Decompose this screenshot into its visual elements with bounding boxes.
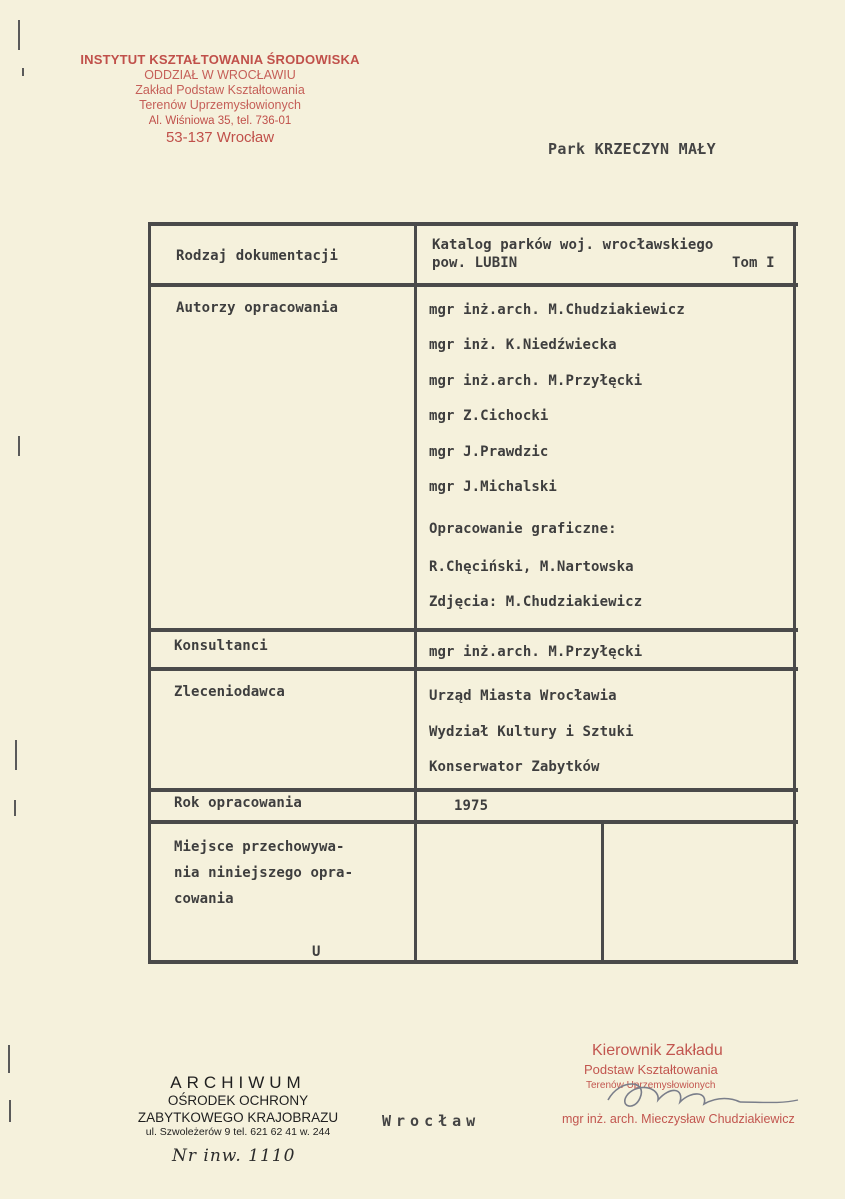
author-line: mgr inż.arch. M.Przyłęcki	[429, 373, 643, 389]
row-value: 1975	[454, 798, 489, 814]
archive-line: OŚRODEK OCHRONY	[167, 1093, 309, 1109]
row-label: nia niniejszego opra-	[174, 865, 354, 881]
author-line: mgr Z.Cichocki	[429, 408, 549, 424]
handwritten-signature	[600, 1072, 810, 1122]
margin-mark	[9, 1100, 11, 1122]
city-name: Wrocław	[382, 1112, 481, 1130]
stamp-line: Al. Wiśniowa 35, tel. 736-01	[148, 114, 292, 127]
row-value: Konserwator Zabytków	[429, 759, 600, 775]
stamp-line: 53-137 Wrocław	[165, 128, 275, 146]
archive-line: ARCHIWUM	[170, 1073, 306, 1092]
margin-mark	[15, 740, 17, 770]
stamp-line: Podstaw Kształtowania	[584, 1062, 718, 1077]
row-footnote: U	[312, 944, 321, 960]
table-rule	[148, 222, 151, 964]
margin-mark	[18, 20, 20, 50]
archive-line: ZABYTKOWEGO KRAJOBRAZU	[137, 1109, 339, 1125]
stamp-line: mgr inż. arch. Mieczysław Chudziakiewicz	[562, 1112, 795, 1126]
institute-stamp	[70, 52, 370, 147]
author-line: mgr inż. K.Niedźwiecka	[429, 337, 617, 353]
table-rule	[148, 820, 798, 824]
table-rule	[414, 222, 417, 964]
stamp-line: ODDZIAŁ W WROCŁAWIU	[144, 67, 296, 82]
table-rule	[148, 628, 798, 632]
author-line: R.Chęciński, M.Nartowska	[429, 559, 634, 575]
table-rule	[601, 820, 604, 964]
row-value: Wydział Kultury i Sztuki	[429, 724, 634, 740]
table-rule	[148, 283, 798, 287]
table-rule	[793, 222, 796, 964]
row-label: cowania	[174, 891, 234, 907]
margin-mark	[18, 436, 20, 456]
stamp-line: Zakład Podstaw Kształtowania	[135, 83, 305, 98]
author-line: mgr inż.arch. M.Chudziakiewicz	[429, 302, 685, 318]
table-rule	[148, 222, 798, 226]
author-line: mgr J.Michalski	[429, 479, 557, 495]
row-label: Miejsce przechowywa-	[174, 839, 345, 855]
margin-mark	[8, 1045, 10, 1073]
margin-mark	[14, 800, 16, 816]
park-title: Park KRZECZYN MAŁY	[548, 140, 716, 158]
documentation-table	[148, 222, 798, 964]
stamp-line: Terenów Uprzemysłowionych	[139, 98, 301, 113]
author-line: Zdjęcia: M.Chudziakiewicz	[429, 594, 643, 610]
row-label: Zleceniodawca	[174, 684, 285, 700]
row-value: Katalog parków woj. wrocławskiego	[432, 237, 714, 253]
archive-line: ul. Szwoleżerów 9 tel. 621 62 41 w. 244	[145, 1125, 331, 1138]
table-rule	[148, 788, 798, 792]
inventory-note: Nr inw. 1110	[172, 1146, 296, 1166]
row-label: Autorzy opracowania	[176, 300, 339, 316]
margin-mark	[22, 68, 24, 76]
row-label: Rodzaj dokumentacji	[176, 248, 339, 264]
table-rule	[148, 667, 798, 671]
row-label: Rok opracowania	[174, 795, 302, 811]
row-value: pow. LUBIN	[432, 255, 518, 271]
stamp-line: Terenów Uprzemysłowionych	[586, 1080, 716, 1091]
stamp-line: INSTYTUT KSZTAŁTOWANIA ŚRODOWISKA	[80, 52, 360, 67]
row-value: Tom I	[732, 255, 775, 271]
archive-stamp	[118, 1073, 358, 1138]
author-line: mgr J.Prawdzic	[429, 444, 549, 460]
table-rule	[148, 960, 798, 964]
row-value: Urząd Miasta Wrocławia	[429, 688, 617, 704]
row-value: mgr inż.arch. M.Przyłęcki	[429, 644, 643, 660]
row-label: Konsultanci	[174, 638, 268, 654]
author-line: Opracowanie graficzne:	[429, 521, 617, 537]
stamp-line: Kierownik Zakładu	[592, 1042, 723, 1059]
